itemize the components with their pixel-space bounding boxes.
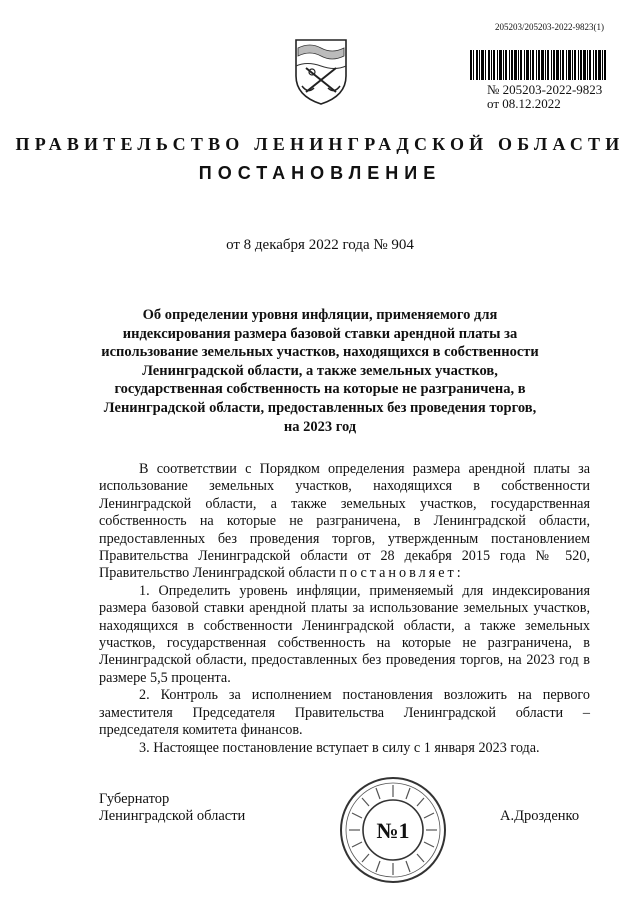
- document-date-number: от 8 декабря 2022 года № 904: [226, 237, 414, 253]
- document-tracking-code: 205203/205203-2022-9823(1): [495, 22, 604, 32]
- clause-2: 2. Контроль за исполнением постановления возложить на первого заместителя Председателя Правительства Ленинградской области – председателя комитета финансов.: [99, 687, 590, 739]
- stamp-number: №1: [376, 818, 410, 843]
- authority-title: ПРАВИТЕЛЬСТВО ЛЕНИНГРАДСКОЙ ОБЛАСТИ: [15, 134, 625, 154]
- registration-number: № 205203-2022-9823: [487, 82, 603, 97]
- official-stamp: [338, 775, 448, 885]
- decree-word: постановляет:: [339, 565, 464, 582]
- registration-date: от 08.12.2022: [487, 96, 561, 111]
- coat-of-arms-icon: [292, 36, 350, 106]
- signatory-position-line2: Ленинградской области: [99, 808, 246, 824]
- document-body: [99, 461, 590, 757]
- preamble-text: В соответствии с Порядком определения размера арендной платы за использование земельных участков, находящихся в собственности Ленинградской области, а также земельных участков, государственная собственность на которые не разграничена, в Ленинградской области, предоставленных без проведения торгов, утвержденным постановлением Правительства Ленинградской области от 28 декабря 2015 года № 520, Правительство Ленинградской области: [99, 461, 590, 582]
- document-type: ПОСТАНОВЛЕНИЕ: [198, 163, 442, 183]
- signatory-position-line1: Губернатор: [99, 791, 170, 807]
- clause-3: 3. Настоящее постановление вступает в силу с 1 января 2023 года.: [139, 739, 540, 756]
- preamble-paragraph: [99, 461, 590, 583]
- signatory-name: А.Дрозденко: [500, 808, 580, 824]
- barcode-icon: [470, 50, 606, 80]
- clause-1: 1. Определить уровень инфляции, применяемый для индексирования размера базовой ставки арендной платы за использование земельных участков, находящихся в собственности Ленинградской области, а также земельных участков, государственная собственность на которые не разграничена, в Ленинградской области, предоставленных без проведения торгов, на 2023 год в размере 5,5 процента.: [99, 582, 590, 686]
- document-subject: Об определении уровня инфляции, применяемого для индексирования размера базовой ставки арендной платы за использование земельных участков, находящихся в собственности Ленинградской области, а также земельных участков, государственная собственность на которые не разграничена, в Ленинградской области, предоставленных без проведения торгов, на 2023 год: [101, 307, 539, 435]
